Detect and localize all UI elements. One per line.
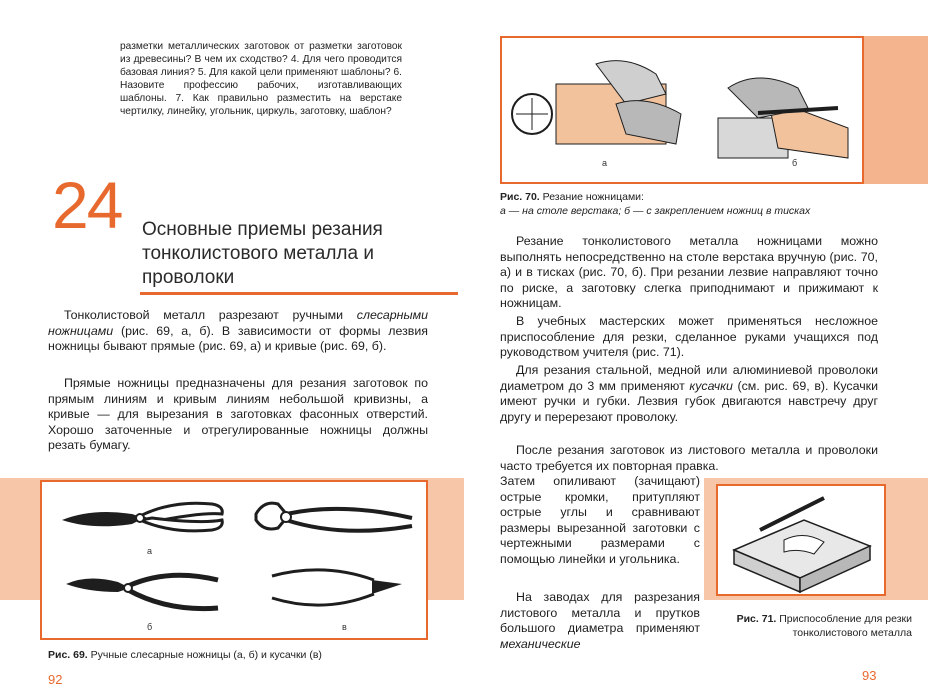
term-italic: механические bbox=[500, 636, 581, 651]
term-italic: кусачки bbox=[689, 378, 733, 393]
cutting-in-vise-illustration bbox=[698, 68, 862, 178]
figure-70 bbox=[500, 36, 864, 184]
paragraph: Резание тонколистового металла ножницами можно выполнять непосредственно на столе верстака вручную (рис. 70, а) и в тисках (рис. 70, б). При резании лезвие направляют точно по риске, а заготовку слегка приподнимают и прижимают к ножницам. bbox=[500, 234, 878, 311]
paragraph bbox=[48, 308, 428, 355]
caption-text: Резание ножницами: bbox=[539, 191, 644, 203]
wire-cutters-illustration bbox=[264, 558, 414, 622]
chapter-title: Основные приемы резания тонколистового металла и проволоки bbox=[142, 219, 383, 288]
figure-label: б bbox=[792, 158, 798, 168]
term-italic: слесарными ножницами bbox=[48, 308, 428, 338]
cutting-fixture-illustration bbox=[724, 490, 880, 594]
paragraph bbox=[500, 363, 878, 425]
straight-shears-illustration bbox=[52, 490, 232, 550]
figure-label: а bbox=[147, 546, 153, 556]
curved-shears-illustration bbox=[58, 562, 238, 622]
paragraph: После резания заготовок из листового металла и проволоки часто требуется их повторная правка. bbox=[500, 443, 878, 473]
figure-label: а bbox=[602, 158, 608, 168]
figure-71-caption bbox=[722, 612, 912, 640]
caption-text: Ручные слесарные ножницы (а, б) и кусачки (в) bbox=[87, 649, 322, 661]
review-questions: разметки металлических заготовок от разметки заготовок из древесины? В чем их сходство? 4. Для чего проводится базовая линия? 5. Для какой цели применяют шаблоны? 6. Назовите профессию рабочих, изготавливающих шаблоны. 7. Как правильно разместить на верстаке чертилку, линейку, угольник, циркуль, заготовку, шаблон? bbox=[120, 41, 402, 117]
caption-label: Рис. 71. bbox=[736, 613, 777, 625]
figure-label: б bbox=[147, 622, 153, 632]
figure-label: в bbox=[342, 622, 347, 632]
figure-69-caption bbox=[48, 648, 428, 662]
cutting-on-bench-illustration bbox=[506, 44, 696, 174]
figure-69 bbox=[40, 480, 428, 640]
right-page bbox=[464, 0, 928, 700]
page-number: 93 bbox=[862, 668, 877, 683]
figure-71 bbox=[716, 484, 886, 596]
caption-label: Рис. 69. bbox=[48, 649, 88, 661]
page-number: 92 bbox=[48, 672, 63, 687]
paragraph-text: (см. рис. 69, в). Кусачки имеют ручки и губки. Лезвия губок двигаются навстречу друг другу и перерезают проволоку. bbox=[500, 378, 878, 424]
nippers-illustration bbox=[242, 488, 422, 558]
paragraph-text: На заводах для разрезания листового металла и прутков большого диаметра применяют bbox=[500, 590, 700, 636]
paragraph: В учебных мастерских может применяться несложное приспособление для резки, сделанное руками учащихся под руководством учителя (рис. 71). bbox=[500, 314, 878, 360]
paragraph bbox=[500, 590, 700, 652]
figure-70-caption bbox=[500, 190, 900, 218]
caption-text: а — на столе верстака; б — с закреплением ножниц в тисках bbox=[500, 205, 811, 217]
paragraph-text: Для резания стальной, медной или алюминиевой проволоки диаметром до 3 мм применяют bbox=[500, 363, 878, 393]
paragraph: Прямые ножницы предназначены для резания заготовок по прямым линиям и кривым линиям небольшой кривизны, а кривые — для вырезания в заготовках фасонных отверстий. Хорошо заточенные и отрегулированные ножницы должны резать бумагу. bbox=[48, 376, 428, 453]
paragraph-text: (рис. 69, а, б). В зависимости от формы лезвия ножницы бывают прямые (рис. 69, а) и кривые (рис. 69, б). bbox=[48, 323, 428, 354]
paragraph: Затем опиливают (зачищают) острые кромки, притупляют острые углы и сравнивают размеры вырезанной заготовки с чертежными размерами с помощью линейки и угольника. bbox=[500, 474, 700, 566]
caption-text: Приспособление для резки тонколистового металла bbox=[776, 613, 912, 639]
caption-label: Рис. 70. bbox=[500, 191, 540, 203]
chapter-number: 24 bbox=[52, 168, 122, 242]
margin-strip bbox=[864, 36, 928, 184]
title-underline bbox=[140, 292, 458, 295]
paragraph-text: Тонколистовой металл разрезают ручными bbox=[64, 308, 357, 322]
